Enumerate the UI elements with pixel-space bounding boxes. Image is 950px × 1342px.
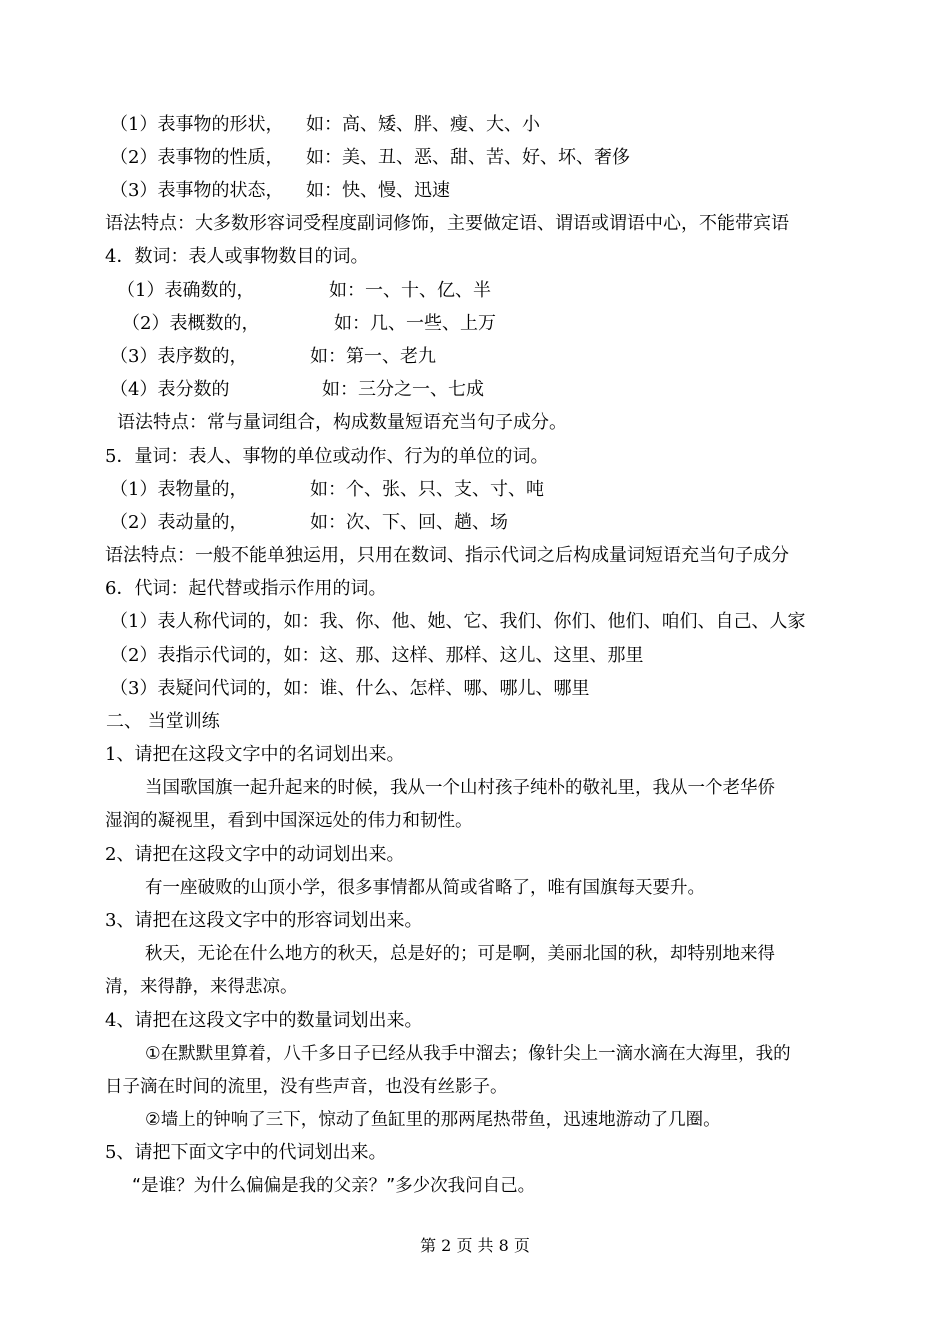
pronoun-item-interrogative: （3）表疑问代词的，如：谁、什么、怎样、哪、哪儿、哪里 xyxy=(110,678,590,699)
page-number: 第 2 页 共 8 页 xyxy=(420,1236,530,1255)
numeral-heading: 4．数词：表人或事物数目的词。 xyxy=(105,246,369,267)
measure-heading: 5．量词：表人、事物的单位或动作、行为的单位的词。 xyxy=(105,446,549,467)
pronoun-item-demonstrative: （2）表指示代词的，如：这、那、这样、那样、这儿、这里、那里 xyxy=(110,645,644,666)
measure-item-object xyxy=(110,478,544,502)
item-examples: 如：次、下、回、趟、场 xyxy=(310,512,508,533)
q4-prompt: 4、请把在这段文字中的数量词划出来。 xyxy=(105,1010,423,1031)
practice-heading: 二、 当堂训练 xyxy=(106,711,220,732)
item-label: （2）表事物的性质， xyxy=(110,147,284,168)
item-label: （4）表分数的 xyxy=(110,379,230,400)
q1-prompt: 1、请把在这段文字中的名词划出来。 xyxy=(105,744,405,765)
pronoun-heading: 6．代词：起代替或指示作用的词。 xyxy=(105,578,387,599)
item-label: （2）表动量的， xyxy=(110,512,248,533)
q5-prompt: 5、请把下面文字中的代词划出来。 xyxy=(105,1142,387,1163)
measure-grammar: 语法特点：一般不能单独运用，只用在数词、指示代词之后构成量词短语充当句子成分 xyxy=(105,545,789,566)
item-label: （3）表事物的状态， xyxy=(110,180,284,201)
q1-text-line: 湿润的凝视里，看到中国深远处的伟力和韧性。 xyxy=(105,811,473,831)
q2-prompt: 2、请把在这段文字中的动词划出来。 xyxy=(105,844,405,865)
item-label: （2）表概数的， xyxy=(122,313,260,334)
q1-text-line: 当国歌国旗一起升起来的时候，我从一个山村孩子纯朴的敬礼里，我从一个老华侨 xyxy=(145,778,775,798)
item-examples: 如：第一、老九 xyxy=(310,346,436,367)
item-examples: 如：美、丑、恶、甜、苦、好、坏、奢侈 xyxy=(306,147,630,168)
adjective-item-nature xyxy=(110,146,630,170)
numeral-grammar: 语法特点：常与量词组合，构成数量短语充当句子成分。 xyxy=(117,412,567,433)
measure-item-action xyxy=(110,511,508,535)
adjective-item-shape xyxy=(110,113,540,137)
q3-text-line: 秋天，无论在什么地方的秋天，总是好的；可是啊，美丽北国的秋，却特别地来得 xyxy=(145,944,775,964)
q4-text-line: 日子滴在时间的流里，没有些声音，也没有丝影子。 xyxy=(105,1077,508,1097)
item-label: （1）表物量的， xyxy=(110,479,248,500)
q3-prompt: 3、请把在这段文字中的形容词划出来。 xyxy=(105,910,423,931)
q5-text-line: “是谁？为什么偏偏是我的父亲？”多少次我问自己。 xyxy=(132,1176,536,1196)
pronoun-item-personal: （1）表人称代词的，如：我、你、他、她、它、我们、你们、他们、咱们、自己、人家 xyxy=(110,611,806,632)
numeral-item-ordinal xyxy=(110,345,436,369)
numeral-item-exact xyxy=(117,279,491,303)
item-label: （1）表确数的， xyxy=(117,280,255,301)
item-examples: 如：一、十、亿、半 xyxy=(329,280,491,301)
q4-text-line: ②墙上的钟响了三下，惊动了鱼缸里的那两尾热带鱼，迅速地游动了几圈。 xyxy=(145,1110,721,1130)
item-examples: 如：快、慢、迅速 xyxy=(306,180,450,201)
q3-text-line: 清，来得静，来得悲凉。 xyxy=(105,977,298,997)
adjective-item-state xyxy=(110,179,450,203)
q2-text-line: 有一座破败的山顶小学，很多事情都从简或省略了，唯有国旗每天要升。 xyxy=(145,878,705,898)
adjective-grammar: 语法特点：大多数形容词受程度副词修饰，主要做定语、谓语或谓语中心，不能带宾语 xyxy=(105,213,789,234)
numeral-item-fraction xyxy=(110,378,484,402)
item-label: （3）表序数的， xyxy=(110,346,248,367)
q4-text-line: ①在默默里算着，八千多日子已经从我手中溜去；像针尖上一滴水滴在大海里，我的 xyxy=(145,1044,791,1064)
item-examples: 如：高、矮、胖、瘦、大、小 xyxy=(306,114,540,135)
numeral-item-approx xyxy=(122,312,496,336)
item-label: （1）表事物的形状， xyxy=(110,114,284,135)
item-examples: 如：个、张、只、支、寸、吨 xyxy=(310,479,544,500)
item-examples: 如：三分之一、七成 xyxy=(322,379,484,400)
item-examples: 如：几、一些、上万 xyxy=(334,313,496,334)
